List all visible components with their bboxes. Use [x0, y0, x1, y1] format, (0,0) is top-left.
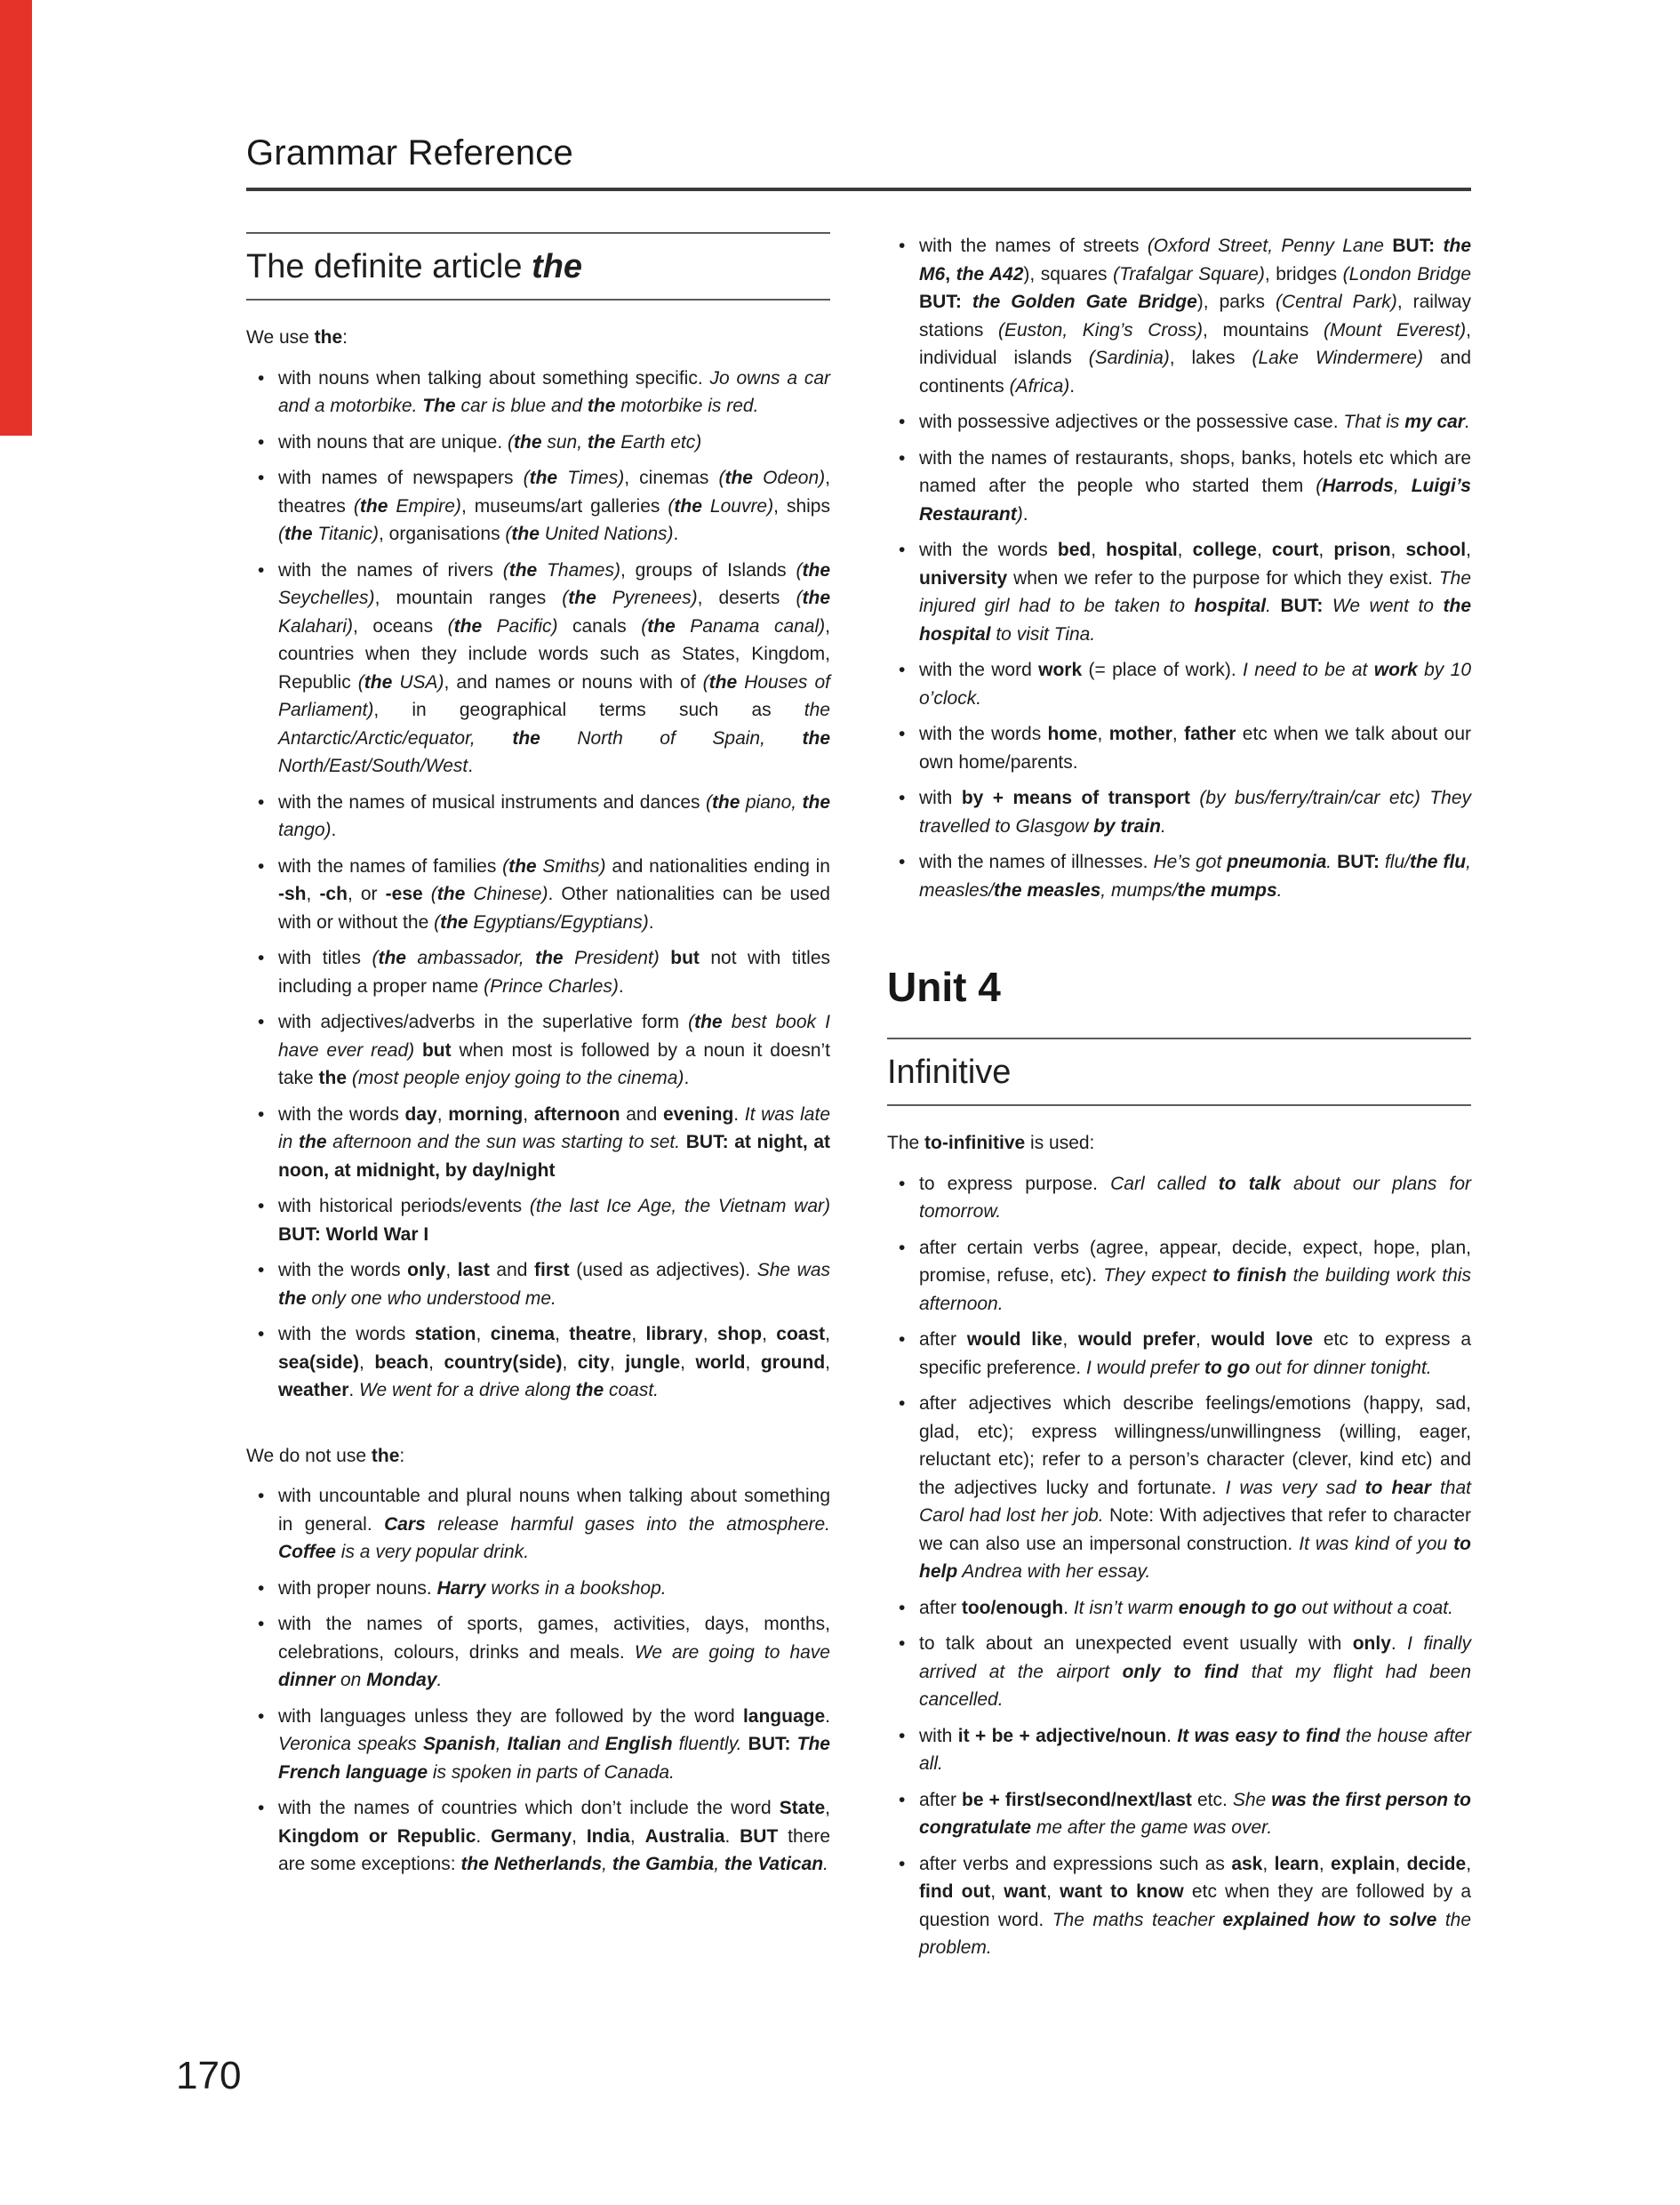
rule-list-item: [246, 1575, 830, 1603]
rule-list-item: [246, 1008, 830, 1093]
rule-text: with the words day, morning, afternoon and evening. It was late in the afternoon and the sun was starting to set. BUT: at night, at noon, at midnight, by day/night: [278, 1103, 830, 1181]
rule-text: after too/enough. It isn’t warm enough to go out without a coat.: [919, 1597, 1453, 1618]
rule-text: with the names of streets (Oxford Street, Penny Lane BUT: the M6, the A42), squares (Trafalgar Square), bridges (London Bridge BUT: the Golden Gate Bridge), parks (Central Park), railway stations (Euston, King’s Cross), mountains (Mount Everest), individual islands (Sardinia), lakes (Lake Windermere) and continents (Africa).: [919, 236, 1472, 397]
section-title-infinitive: Infinitive: [887, 1038, 1471, 1106]
not-use-the-list-continued: [887, 232, 1471, 904]
rule-text: with the words home, mother, father etc when we talk about our own home/parents.: [919, 724, 1472, 773]
rule-list-item: [246, 1192, 830, 1248]
not-use-the-intro: We do not use the:: [246, 1445, 405, 1466]
use-the-intro: We use the:: [246, 327, 348, 348]
unit-4-title: Unit 4: [887, 964, 1001, 1010]
rule-list-item: [246, 789, 830, 845]
rule-text: with the words station, cinema, theatre, library, shop, coast, sea(side), beach, country(side), city, jungle, world, ground, weather. We went for a drive along the coast.: [278, 1324, 831, 1400]
rule-list-item: [246, 1101, 830, 1185]
rule-list-item: [887, 1234, 1471, 1319]
left-column: [246, 232, 830, 1887]
rule-list-item: [887, 445, 1471, 529]
rule-text: after be + first/second/next/last etc. She was the first person to congratulate me after the game was over.: [919, 1789, 1471, 1838]
rule-list-item: [887, 784, 1471, 840]
rule-list-item: [887, 1326, 1471, 1382]
rule-text: with possessive adjectives or the possessive case. That is my car.: [919, 412, 1470, 432]
rule-text: after certain verbs (agree, appear, decide, expect, hope, plan, promise, refuse, etc). They expect to finish the building work this afternoon.: [919, 1237, 1471, 1314]
rule-list-item: [246, 853, 830, 937]
rule-list-item: [887, 408, 1471, 437]
rule-list-item: [887, 1786, 1471, 1842]
page-number: 170: [176, 2054, 242, 2097]
rule-list-item: [246, 1794, 830, 1879]
rule-text: with the names of restaurants, shops, banks, hotels etc which are named after the people who started them (Harrods, Luigi’s Restaurant).: [919, 447, 1471, 525]
rule-list-item: [887, 720, 1471, 776]
infinitive-intro: The to-infinitive is used:: [887, 1133, 1095, 1153]
right-column: [887, 232, 1471, 1970]
header-rule: [246, 188, 1471, 191]
rule-list-item: [887, 656, 1471, 712]
rule-text: with proper nouns. Harry works in a bookshop.: [278, 1577, 667, 1599]
rule-text: with uncountable and plural nouns when talking about something in general. Cars release harmful gases into the atmosphere. Coffee is a very popular drink.: [278, 1486, 830, 1562]
rule-text: with names of newspapers (the Times), cinemas (the Odeon), theatres (the Empire), museums/art galleries (the Louvre), ships (the Titanic), organisations (the United Nations).: [278, 468, 830, 544]
rule-text: with historical periods/events (the last Ice Age, the Vietnam war) BUT: World War I: [278, 1196, 830, 1245]
rule-list-item: [246, 429, 830, 457]
rule-text: with the names of rivers (the Thames), groups of Islands (the Seychelles), mountain ranges (the Pyrenees), deserts (the Kalahari), oceans (the Pacific) canals (the Panama canal), countries when they include words such as States, Kingdom, Republic (the USA), and names or nouns with of (the Houses of Parliament), in geographical terms such as the Antarctic/Arctic/equator, the North of Spain, the North/East/South/West.: [278, 559, 831, 776]
infinitive-list: [887, 1170, 1471, 1962]
rule-text: with the words bed, hospital, college, court, prison, school, university when we refer to the purpose for which they exist. The injured girl had to be taken to hospital. BUT: We went to the hospital to visit Tina.: [919, 540, 1471, 645]
rule-list-item: [246, 1703, 830, 1787]
rule-list-item: [246, 944, 830, 1000]
rule-list-item: [887, 1170, 1471, 1226]
use-the-list: [246, 365, 830, 1405]
not-use-the-list: [246, 1482, 830, 1879]
rule-text: with by + means of transport (by bus/ferry/train/car etc) They travelled to Glasgow by train.: [919, 788, 1472, 837]
rule-list-item: [887, 536, 1471, 648]
rule-text: with the names of sports, games, activities, days, months, celebrations, colours, drinks and meals. We are going to have dinner on Monday.: [278, 1614, 830, 1690]
rule-text: with adjectives/adverbs in the superlative form (the best book I have ever read) but when most is followed by a noun it doesn’t take the (most people enjoy going to the cinema).: [278, 1012, 830, 1088]
rule-text: with languages unless they are followed by the word language. Veronica speaks Spanish, Italian and English fluently. BUT: The French language is spoken in parts of Canada.: [278, 1705, 830, 1783]
rule-list-item: [887, 1594, 1471, 1623]
rule-text: with nouns that are unique. (the sun, the Earth etc): [278, 431, 702, 453]
two-column-layout: [246, 232, 1471, 1970]
rule-text: with the word work (= place of work). I need to be at work by 10 o’clock.: [919, 660, 1472, 709]
rule-text: after verbs and expressions such as ask, learn, explain, decide, find out, want, want to know etc when they are followed by a question word. The maths teacher explained how to solve the problem.: [919, 1853, 1472, 1958]
rule-list-item: [887, 1630, 1471, 1714]
rule-text: to talk about an unexpected event usually with only. I finally arrived at the airport only to find that my flight had been cancelled.: [919, 1633, 1472, 1710]
rule-text: with the words only, last and first (used as adjectives). She was the only one who understood me.: [278, 1260, 830, 1309]
rule-text: after adjectives which describe feelings/emotions (happy, sad, glad, etc); express willingness/unwillingness (willing, eager, reluctant etc); refer to a person’s character (clever, kind etc) and the adjectives lucky and fortunate. I was very sad to hear that Carol had lost her job. Note: With adjectives that refer to character we can also use an impersonal construction. It was kind of you to help Andrea with her essay.: [919, 1393, 1471, 1582]
red-accent-bar: [0, 0, 32, 436]
rule-text: with nouns when talking about something specific. Jo owns a car and a motorbike. The car is blue and the motorbike is red.: [278, 367, 831, 416]
rule-list-item: [887, 1722, 1471, 1778]
rule-text: with the names of families (the Smiths) and nationalities ending in -sh, -ch, or -ese (the Chinese). Other nationalities can be used with or without the (the Egyptians/Egyptians).: [278, 855, 830, 933]
rule-list-item: [246, 1482, 830, 1567]
rule-list-item: [246, 1610, 830, 1695]
rule-list-item: [887, 232, 1471, 400]
rule-text: with the names of musical instruments and dances (the piano, the tango).: [278, 791, 830, 840]
rule-list-item: [246, 1256, 830, 1312]
rule-text: with the names of countries which don’t include the word State, Kingdom or Republic. Germany, India, Australia. BUT there are some exceptions: the Netherlands, the Gambia, the Vatican.: [278, 1798, 831, 1874]
rule-list-item: [887, 1390, 1471, 1586]
rule-list-item: [887, 1850, 1471, 1962]
page-content: [246, 133, 1471, 1970]
page-title: Grammar Reference: [246, 133, 573, 172]
rule-list-item: [246, 464, 830, 549]
rule-list-item: [246, 365, 830, 421]
rule-text: after would like, would prefer, would love etc to express a specific preference. I would prefer to go out for dinner tonight.: [919, 1329, 1472, 1378]
rule-list-item: [246, 1320, 830, 1405]
rule-text: with titles (the ambassador, the President) but not with titles including a proper name (Prince Charles).: [278, 948, 830, 997]
rule-text: with it + be + adjective/noun. It was easy to find the house after all.: [919, 1725, 1472, 1774]
rule-text: to express purpose. Carl called to talk about our plans for tomorrow.: [919, 1173, 1472, 1222]
rule-list-item: [887, 848, 1471, 904]
section-title-definite-article: The definite article the: [246, 232, 830, 301]
rule-text: with the names of illnesses. He’s got pneumonia. BUT: flu/the flu, measles/the measles, mumps/the mumps.: [919, 852, 1471, 901]
rule-list-item: [246, 557, 830, 781]
